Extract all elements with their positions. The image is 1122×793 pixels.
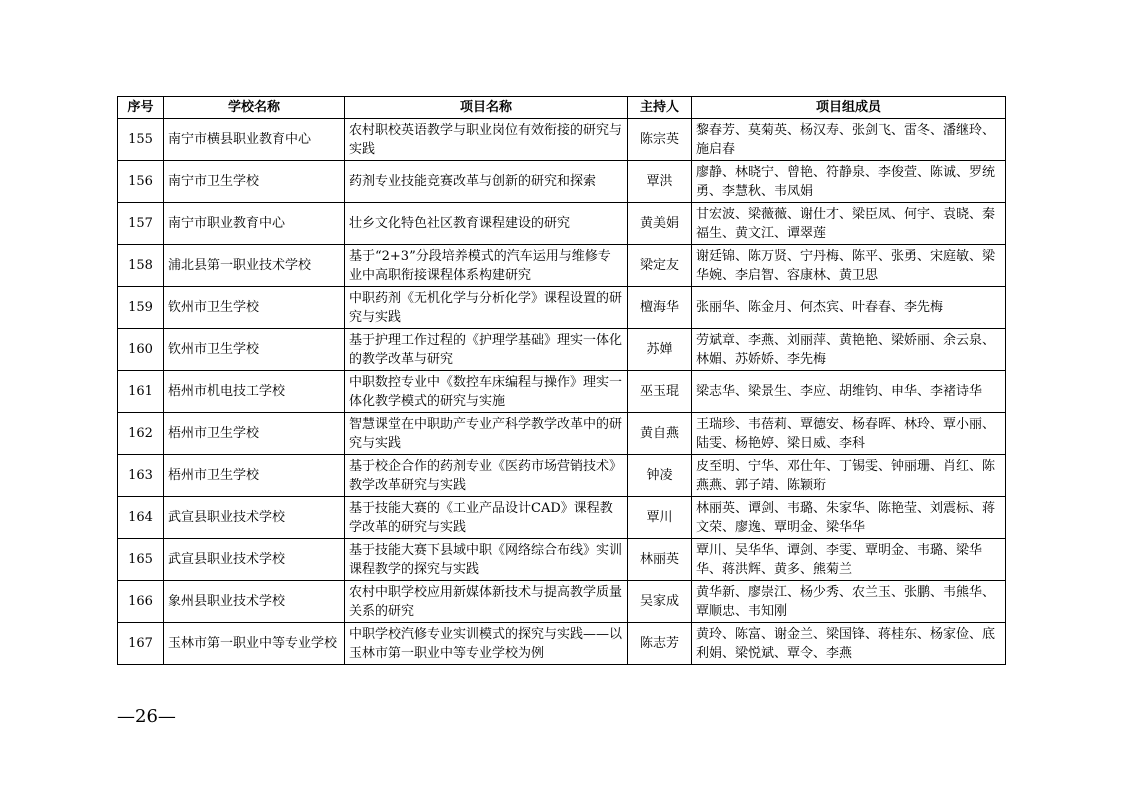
table-row (118, 287, 1006, 329)
cell-members: 廖静、林晓宁、曾艳、符静泉、李俊萱、陈诚、罗统勇、李慧秋、韦凤娟 (692, 161, 1006, 203)
table-row (118, 203, 1006, 245)
cell-seq: 166 (118, 581, 164, 623)
cell-school: 浦北县第一职业技术学校 (164, 245, 345, 287)
table-row (118, 245, 1006, 287)
cell-school: 梧州市卫生学校 (164, 413, 345, 455)
cell-host: 林丽英 (628, 539, 692, 581)
cell-project: 基于“2+3”分段培养模式的汽车运用与维修专业中高职衔接课程体系构建研究 (345, 245, 628, 287)
header-seq: 序号 (118, 97, 164, 119)
table-row (118, 497, 1006, 539)
cell-seq: 163 (118, 455, 164, 497)
cell-seq: 167 (118, 623, 164, 665)
table-row (118, 539, 1006, 581)
cell-project: 农村中职学校应用新媒体新技术与提高教学质量关系的研究 (345, 581, 628, 623)
cell-school: 南宁市卫生学校 (164, 161, 345, 203)
cell-host: 巫玉琨 (628, 371, 692, 413)
cell-members: 皮至明、宁华、邓仕年、丁锡雯、钟丽珊、肖红、陈燕燕、郭子靖、陈颖珩 (692, 455, 1006, 497)
table-row (118, 413, 1006, 455)
header-members: 项目组成员 (692, 97, 1006, 119)
table-header (118, 97, 1006, 119)
cell-school: 玉林市第一职业中等专业学校 (164, 623, 345, 665)
cell-project: 基于校企合作的药剂专业《医药市场营销技术》教学改革研究与实践 (345, 455, 628, 497)
cell-project: 基于护理工作过程的《护理学基础》理实一体化的教学改革与研究 (345, 329, 628, 371)
cell-members: 梁志华、梁景生、李应、胡维钧、申华、李褚诗华 (692, 371, 1006, 413)
cell-members: 黎春芳、莫菊英、杨汉寿、张剑飞、雷冬、潘继玲、施启春 (692, 119, 1006, 161)
cell-project: 智慧课堂在中职助产专业产科学教学改革中的研究与实践 (345, 413, 628, 455)
cell-members: 黄华新、廖崇江、杨少秀、农兰玉、张鹏、韦熊华、覃顺忠、韦知刚 (692, 581, 1006, 623)
cell-members: 甘宏波、梁薇薇、谢仕才、梁臣凤、何宇、袁晓、秦福生、黄文江、谭翠莲 (692, 203, 1006, 245)
cell-seq: 155 (118, 119, 164, 161)
table-body (118, 119, 1006, 665)
cell-school: 武宣县职业技术学校 (164, 539, 345, 581)
cell-host: 黄美娟 (628, 203, 692, 245)
cell-host: 苏婵 (628, 329, 692, 371)
table-row (118, 161, 1006, 203)
cell-school: 象州县职业技术学校 (164, 581, 345, 623)
cell-seq: 156 (118, 161, 164, 203)
cell-school: 梧州市机电技工学校 (164, 371, 345, 413)
cell-school: 钦州市卫生学校 (164, 287, 345, 329)
header-host: 主持人 (628, 97, 692, 119)
cell-project: 中职药剂《无机化学与分析化学》课程设置的研究与实践 (345, 287, 628, 329)
projects-table (117, 96, 1006, 665)
cell-school: 梧州市卫生学校 (164, 455, 345, 497)
cell-project: 壮乡文化特色社区教育课程建设的研究 (345, 203, 628, 245)
cell-seq: 158 (118, 245, 164, 287)
cell-members: 黄玲、陈富、谢金兰、梁国锋、蒋桂东、杨家俭、底利娟、梁悦斌、覃令、李燕 (692, 623, 1006, 665)
cell-seq: 162 (118, 413, 164, 455)
cell-project: 基于技能大赛下县域中职《网络综合布线》实训课程教学的探究与实践 (345, 539, 628, 581)
cell-members: 劳斌章、李燕、刘丽萍、黄艳艳、梁娇丽、余云泉、林媚、苏娇娇、李先梅 (692, 329, 1006, 371)
table-row (118, 329, 1006, 371)
cell-host: 梁定友 (628, 245, 692, 287)
table-row (118, 455, 1006, 497)
cell-seq: 160 (118, 329, 164, 371)
cell-host: 覃川 (628, 497, 692, 539)
cell-seq: 164 (118, 497, 164, 539)
table-row (118, 623, 1006, 665)
cell-project: 农村职校英语教学与职业岗位有效衔接的研究与实践 (345, 119, 628, 161)
cell-host: 覃洪 (628, 161, 692, 203)
cell-seq: 157 (118, 203, 164, 245)
cell-project: 中职学校汽修专业实训模式的探究与实践——以玉林市第一职业中等专业学校为例 (345, 623, 628, 665)
table-row (118, 119, 1006, 161)
cell-school: 武宣县职业技术学校 (164, 497, 345, 539)
cell-host: 吴家成 (628, 581, 692, 623)
page-number: —26— (117, 706, 176, 727)
cell-host: 陈宗英 (628, 119, 692, 161)
cell-members: 张丽华、陈金月、何杰宾、叶春春、李先梅 (692, 287, 1006, 329)
header-project: 项目名称 (345, 97, 628, 119)
cell-seq: 165 (118, 539, 164, 581)
cell-host: 陈志芳 (628, 623, 692, 665)
cell-host: 钟凌 (628, 455, 692, 497)
cell-members: 谢廷锦、陈万贤、宁丹梅、陈平、张勇、宋庭敏、梁华婉、李启智、容康林、黄卫思 (692, 245, 1006, 287)
header-school: 学校名称 (164, 97, 345, 119)
cell-seq: 161 (118, 371, 164, 413)
cell-school: 南宁市横县职业教育中心 (164, 119, 345, 161)
cell-host: 檀海华 (628, 287, 692, 329)
table-row (118, 371, 1006, 413)
header-row (118, 97, 1006, 119)
cell-school: 南宁市职业教育中心 (164, 203, 345, 245)
cell-members: 覃川、吴华华、谭剑、李雯、覃明金、韦璐、梁华华、蒋洪辉、黄多、熊菊兰 (692, 539, 1006, 581)
cell-project: 药剂专业技能竞赛改革与创新的研究和探索 (345, 161, 628, 203)
cell-school: 钦州市卫生学校 (164, 329, 345, 371)
cell-project: 基于技能大赛的《工业产品设计CAD》课程教学改革的研究与实践 (345, 497, 628, 539)
cell-members: 王瑞珍、韦蓓莉、覃德安、杨春晖、林玲、覃小丽、陆雯、杨艳婷、梁日威、李科 (692, 413, 1006, 455)
table-row (118, 581, 1006, 623)
cell-host: 黄自燕 (628, 413, 692, 455)
cell-seq: 159 (118, 287, 164, 329)
cell-members: 林丽英、谭剑、韦璐、朱家华、陈艳莹、刘震标、蒋文荣、廖逸、覃明金、梁华华 (692, 497, 1006, 539)
cell-project: 中职数控专业中《数控车床编程与操作》理实一体化教学模式的研究与实施 (345, 371, 628, 413)
